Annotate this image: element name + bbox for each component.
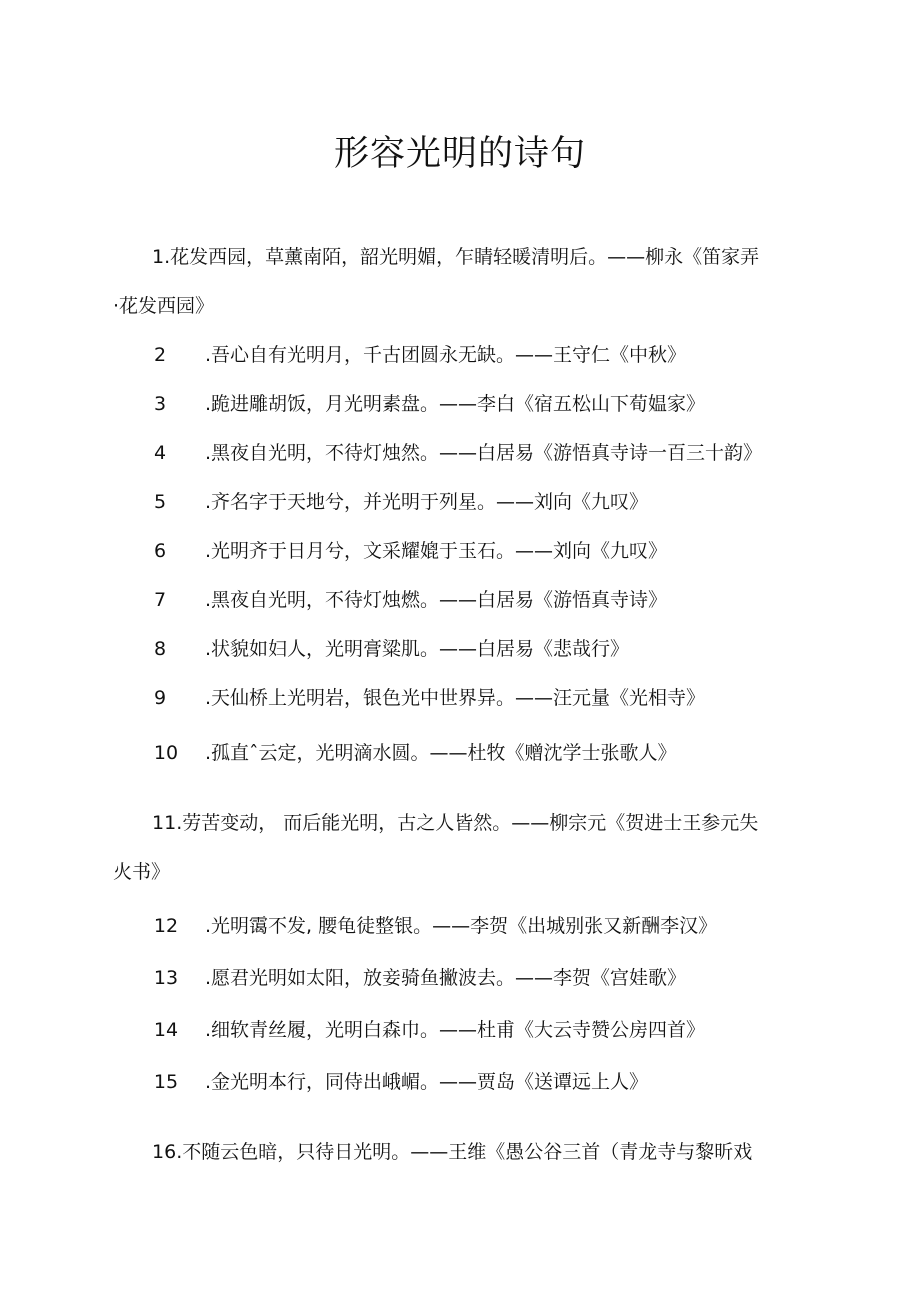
line-number: 16 (152, 1141, 177, 1163)
line-number: 2 (153, 344, 167, 366)
line-text: .劳苦变动， 而后能光明，古之人皆然。——柳宗元《贺进士王参元失 (176, 812, 759, 834)
line-text: .齐名字于天地兮，并光明于列星。——刘向《九叹》 (205, 491, 649, 513)
line-number: 13 (153, 967, 179, 989)
line-number: 12 (153, 915, 179, 937)
line-text: .黑夜自光明，不待灯烛燃。——白居易《游悟真寺诗》 (205, 589, 668, 611)
line-number: 1 (152, 246, 165, 268)
poem-line-11-continuation: 火书》 (113, 861, 171, 883)
line-number: 9 (153, 687, 167, 709)
line-number: 5 (153, 491, 167, 513)
line-number: 3 (153, 393, 167, 415)
line-text: .愿君光明如太阳，放妾骑鱼撇波去。——李贺《宫娃歌》 (205, 967, 687, 989)
line-number: 7 (153, 589, 167, 611)
line-number: 10 (153, 742, 179, 764)
poem-line-1-continuation: ·花发西园》 (113, 295, 215, 317)
poem-line-11 (152, 809, 758, 837)
line-text: .细软青丝履，光明白森巾。——杜甫《大云寺赞公房四首》 (205, 1019, 706, 1041)
line-text: .花发西园，草薰南陌，韶光明媚，乍睛轻暖清明后。——柳永《笛家弄 (164, 246, 760, 268)
line-text: .跪进雕胡饭，月光明素盘。——李白《宿五松山下荀媪家》 (205, 393, 706, 415)
line-text: .光明齐于日月兮，文采耀媲于玉石。——刘向《九叹》 (205, 540, 668, 562)
line-text: .不随云色暗，只待日光明。——王维《愚公谷三首（青龙寺与黎昕戏 (176, 1141, 753, 1163)
line-number: 11 (152, 812, 177, 834)
line-text: .状貌如妇人，光明膏粱肌。——白居易《悲哉行》 (205, 638, 630, 660)
line-text: .金光明本行，同侍出峨嵋。——贾岛《送谭远上人》 (205, 1071, 649, 1093)
line-text: .天仙桥上光明岩，银色光中世界异。——汪元量《光相寺》 (205, 687, 706, 709)
line-text: .光明霭不发, 腰龟徒整银。——李贺《出城别张又新酬李汉》 (205, 915, 718, 937)
line-number: 15 (153, 1071, 179, 1093)
line-text: .孤直ˆ云定，光明滴水圆。——杜牧《赠沈学士张歌人》 (205, 742, 677, 764)
line-number: 14 (153, 1019, 179, 1041)
line-number: 6 (153, 540, 167, 562)
line-number: 8 (153, 638, 167, 660)
line-number: 4 (153, 442, 167, 464)
poem-line-1 (152, 243, 759, 271)
line-text: .吾心自有光明月，千古团圆永无缺。——王守仁《中秋》 (205, 344, 687, 366)
poem-line-16 (152, 1138, 752, 1166)
line-text: .黑夜自光明，不待灯烛然。——白居易《游悟真寺诗一百三十韵》 (205, 442, 763, 464)
page-title: 形容光明的诗句 (333, 134, 586, 174)
